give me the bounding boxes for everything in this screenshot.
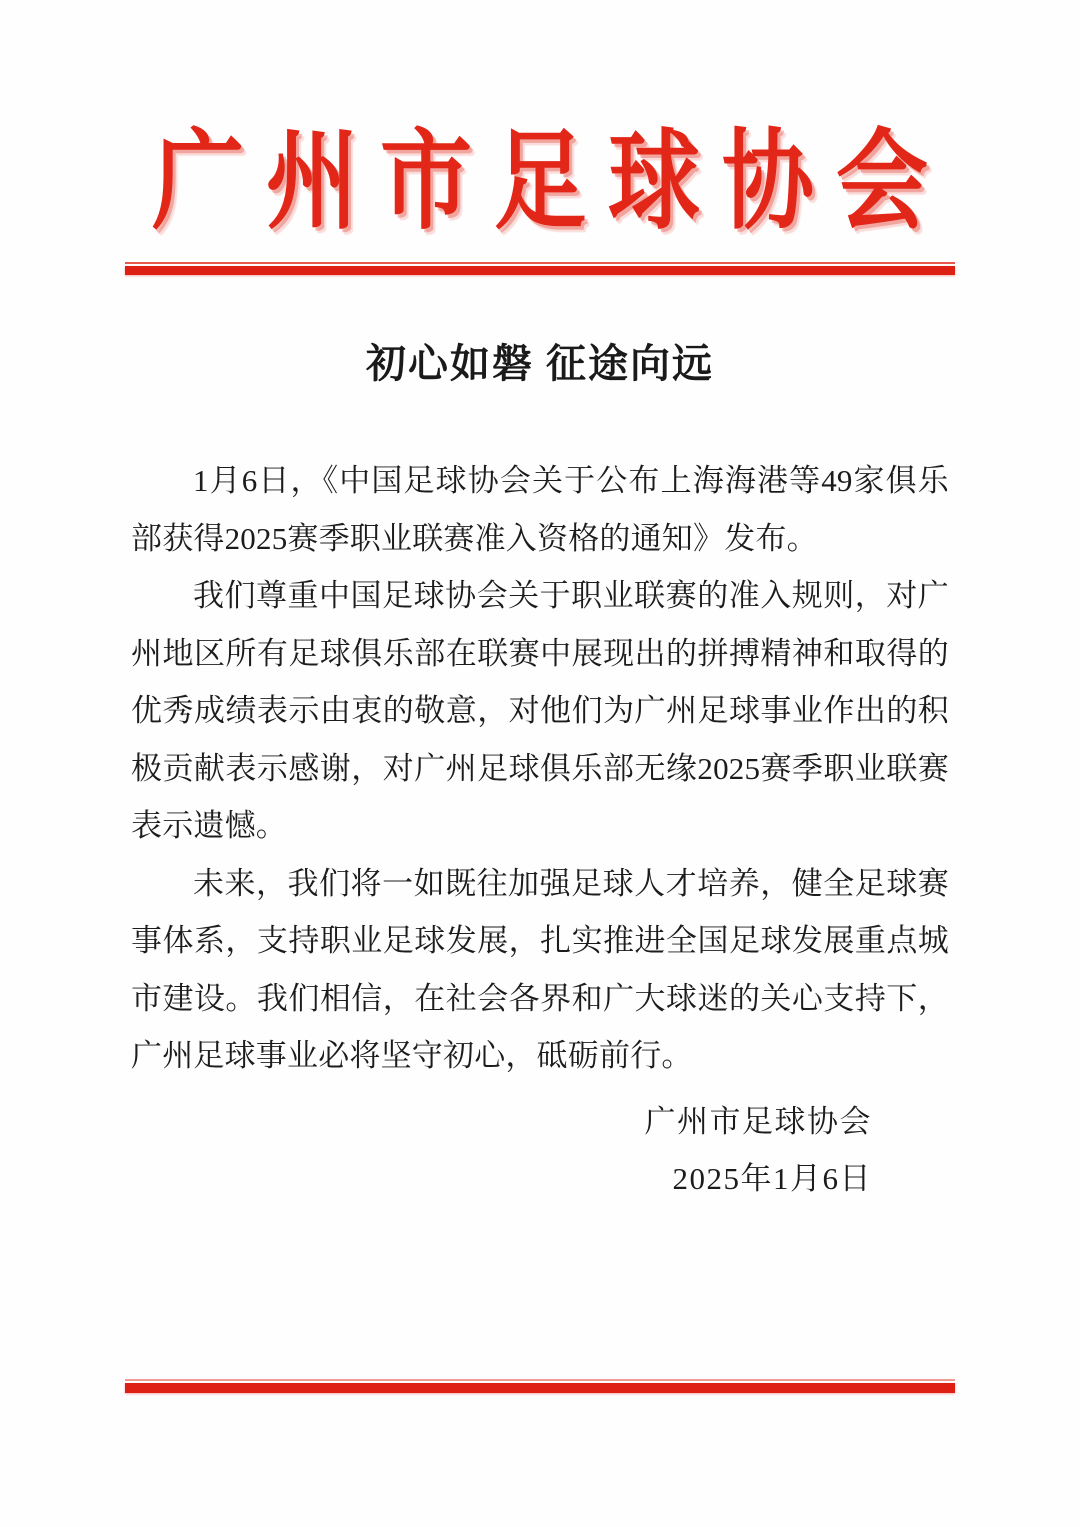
divider-thick-line [125, 266, 955, 275]
body-paragraph-2: 我们尊重中国足球协会关于职业联赛的准入规则，对广州地区所有足球俱乐部在联赛中展现出的拼搏精神和取得的优秀成绩表示由衷的敬意，对他们为广州足球事业作出的积极贡献表示感谢，对广州足球俱乐部无缘2025赛季职业联赛表示遗憾。 [131, 578, 949, 843]
signature-organization: 广州市足球协会 [644, 1104, 872, 1139]
footer-divider-bottom [125, 1379, 955, 1393]
organization-name: 广州市足球协会 [151, 121, 950, 243]
document-title: 初心如磐 征途向远 [366, 341, 714, 386]
masthead-divider-top [125, 262, 955, 275]
divider-thick-line [125, 1383, 955, 1393]
signature-block [0, 1093, 1080, 1207]
document-body [131, 452, 949, 1085]
masthead [0, 122, 1080, 242]
body-paragraph-1: 1月6日，《中国足球协会关于公布上海海港等49家俱乐部获得2025赛季职业联赛准入资格的通知》发布。 [131, 463, 949, 556]
body-paragraph-3: 未来，我们将一如既往加强足球人才培养，健全足球赛事体系，支持职业足球发展，扎实推进全国足球发展重点城市建设。我们相信，在社会各界和广大球迷的关心支持下，广州足球事业必将坚守初心，砥砺前行。 [131, 865, 949, 1073]
signature-date: 2025年1月6日 [672, 1161, 872, 1196]
